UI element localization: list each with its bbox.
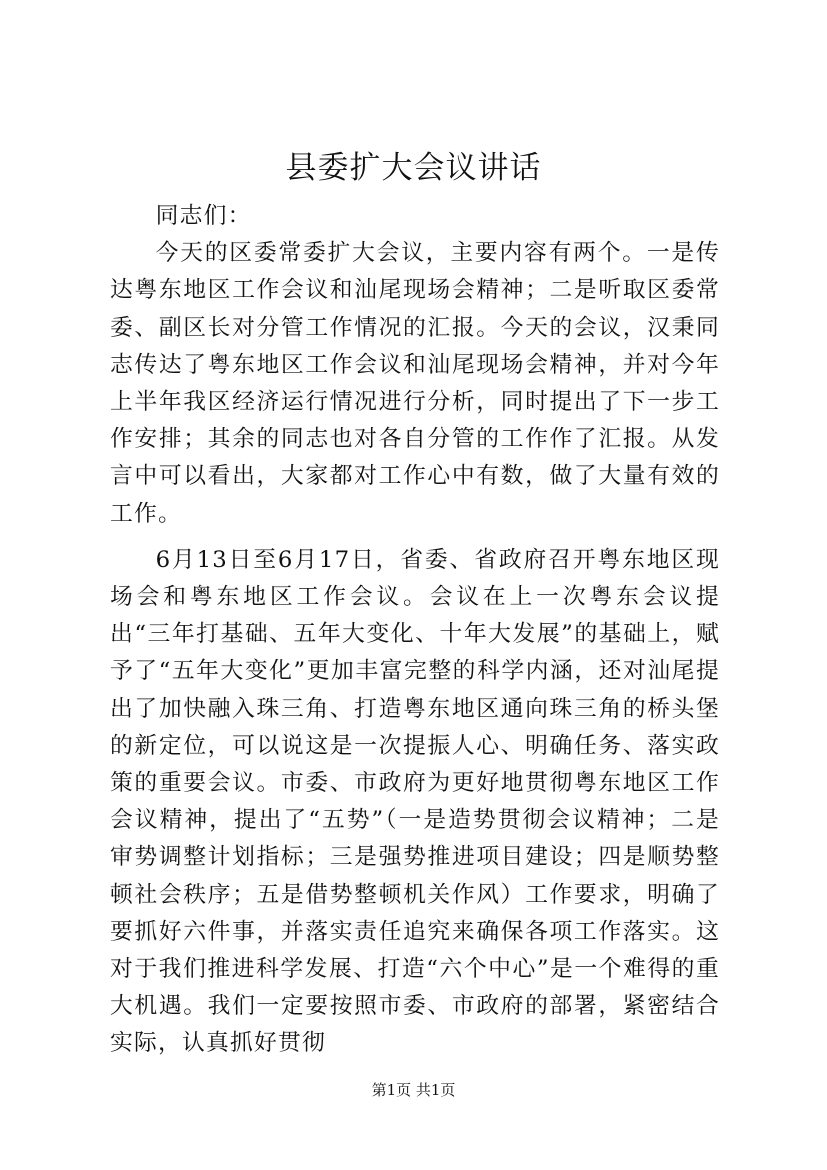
page-footer: 第1页 共1页 — [371, 1081, 456, 1099]
document-body — [110, 198, 720, 1063]
paragraph-1: 今天的区委常委扩大会议，主要内容有两个。一是传达粤东地区工作会议和汕尾现场会精神；二是听取区委常委、副区长对分管工作情况的汇报。今天的会议，汉秉同志传达了粤东地区工作会议和汕尾现场会精神，并对今年上半年我区经济运行情况进行分析，同时提出了下一步工作安排；其余的同志也对各自分管的工作作了汇报。从发言中可以看出，大家都对工作心中有数，做了大量有效的工作。 — [110, 240, 720, 527]
paragraph-gap — [110, 533, 720, 542]
document-title: 县委扩大会议讲话 — [285, 150, 542, 186]
paragraph-2: 6月13日至6月17日，省委、省政府召开粤东地区现场会和粤东地区工作会议。会议在上一次粤东会议提出“三年打基础、五年大变化、十年大发展”的基础上，赋予了“五年大变化”更加丰富完整的科学内涵，还对汕尾提出了加快融入珠三角、打造粤东地区通向珠三角的桥头堡的新定位，可以说这是一次提振人心、明确任务、落实政策的重要会议。市委、市政府为更好地贯彻粤东地区工作会议精神，提出了“五势”（一是造势贯彻会议精神；二是审势调整计划指标；三是强势推进项目建设；四是顺势整顿社会秩序；五是借势整顿机关作风）工作要求，明确了要抓好六件事，并落实责任追究来确保各项工作落实。这对于我们推进科学发展、打造“六个中心”是一个难得的重大机遇。我们一定要按照市委、市政府的部署，紧密结合实际，认真抓好贯彻 — [110, 546, 720, 1057]
greeting: 同志们： — [155, 203, 252, 229]
